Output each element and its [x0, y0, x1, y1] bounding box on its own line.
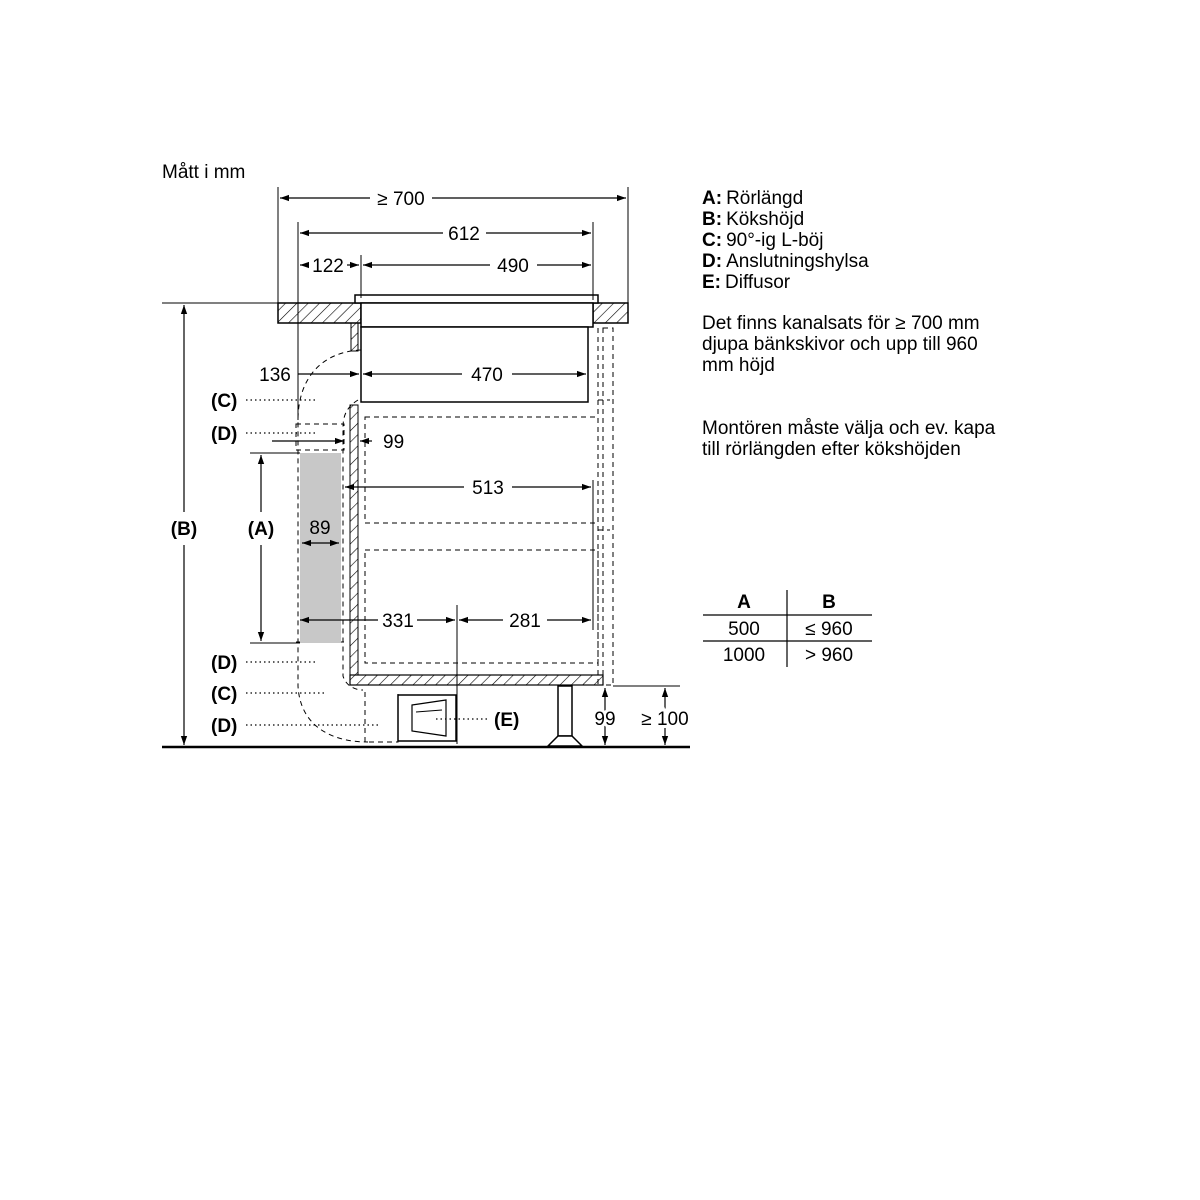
callout-c-bottom: (C) — [211, 684, 238, 705]
dim-490: 490 — [497, 256, 529, 277]
units-caption: Mått i mm — [162, 162, 246, 183]
legend — [702, 188, 869, 293]
duct-section — [300, 453, 341, 643]
note-line: djupa bänkskivor och upp till 960 — [702, 334, 978, 355]
dim-width-min: ≥ 700 — [377, 189, 425, 210]
callout-c-top: (C) — [211, 391, 238, 412]
callout-b: (B) — [170, 519, 198, 540]
callout-d-top: (D) — [211, 424, 238, 445]
legend-key: C: — [702, 230, 723, 251]
dim-470: 470 — [471, 365, 503, 386]
table-cell: ≤ 960 — [805, 619, 853, 640]
legend-item — [702, 188, 803, 209]
callout-a: (A) — [247, 519, 275, 540]
legend-key: A: — [702, 188, 723, 209]
legend-key: E: — [702, 272, 721, 293]
dim-612: 612 — [448, 224, 480, 245]
dim-99-plinth: 99 — [594, 709, 616, 730]
callout-d-bottom: (D) — [211, 716, 238, 737]
legend-key: B: — [702, 209, 723, 230]
table-cell: > 960 — [804, 645, 854, 666]
dim-513: 513 — [472, 478, 504, 499]
dim-min-100: ≥ 100 — [641, 709, 689, 730]
cabinet-back-wall — [350, 405, 358, 675]
diffusor — [398, 695, 456, 741]
legend-key: D: — [702, 251, 723, 272]
note-installer — [702, 418, 996, 460]
dim-99-gap: 99 — [383, 432, 405, 453]
note-line: till rörlängden efter kökshöjden — [702, 439, 961, 460]
callout-e: (E) — [494, 710, 520, 731]
cabinet-foot — [548, 686, 582, 746]
extension-lines — [162, 187, 680, 744]
legend-item — [702, 272, 791, 293]
legend-label: Kökshöjd — [726, 209, 805, 230]
dim-122: 122 — [312, 256, 344, 277]
cabinet-bottom — [350, 675, 603, 685]
legend-item — [702, 209, 804, 230]
dim-331: 331 — [382, 611, 414, 632]
length-table — [703, 590, 872, 667]
table-header: A — [737, 592, 751, 613]
note-line: Montören måste välja och ev. kapa — [702, 418, 996, 439]
legend-label: Diffusor — [725, 272, 791, 293]
legend-item — [702, 251, 869, 272]
legend-label: Rörlängd — [726, 188, 804, 209]
dim-281: 281 — [509, 611, 541, 632]
table-cell: 1000 — [722, 645, 766, 666]
legend-label: 90°-ig L-böj — [726, 230, 824, 251]
note-line: Det finns kanalsats för ≥ 700 mm — [702, 313, 980, 334]
note-line: mm höjd — [702, 355, 775, 376]
dim-136: 136 — [259, 365, 291, 386]
table-header: B — [822, 592, 836, 613]
callout-d-mid: (D) — [211, 653, 238, 674]
legend-label: Anslutningshylsa — [726, 251, 869, 272]
table-cell: 500 — [728, 619, 760, 640]
note-duct-kit — [702, 313, 980, 376]
dim-89: 89 — [309, 518, 331, 539]
legend-item — [702, 230, 823, 251]
